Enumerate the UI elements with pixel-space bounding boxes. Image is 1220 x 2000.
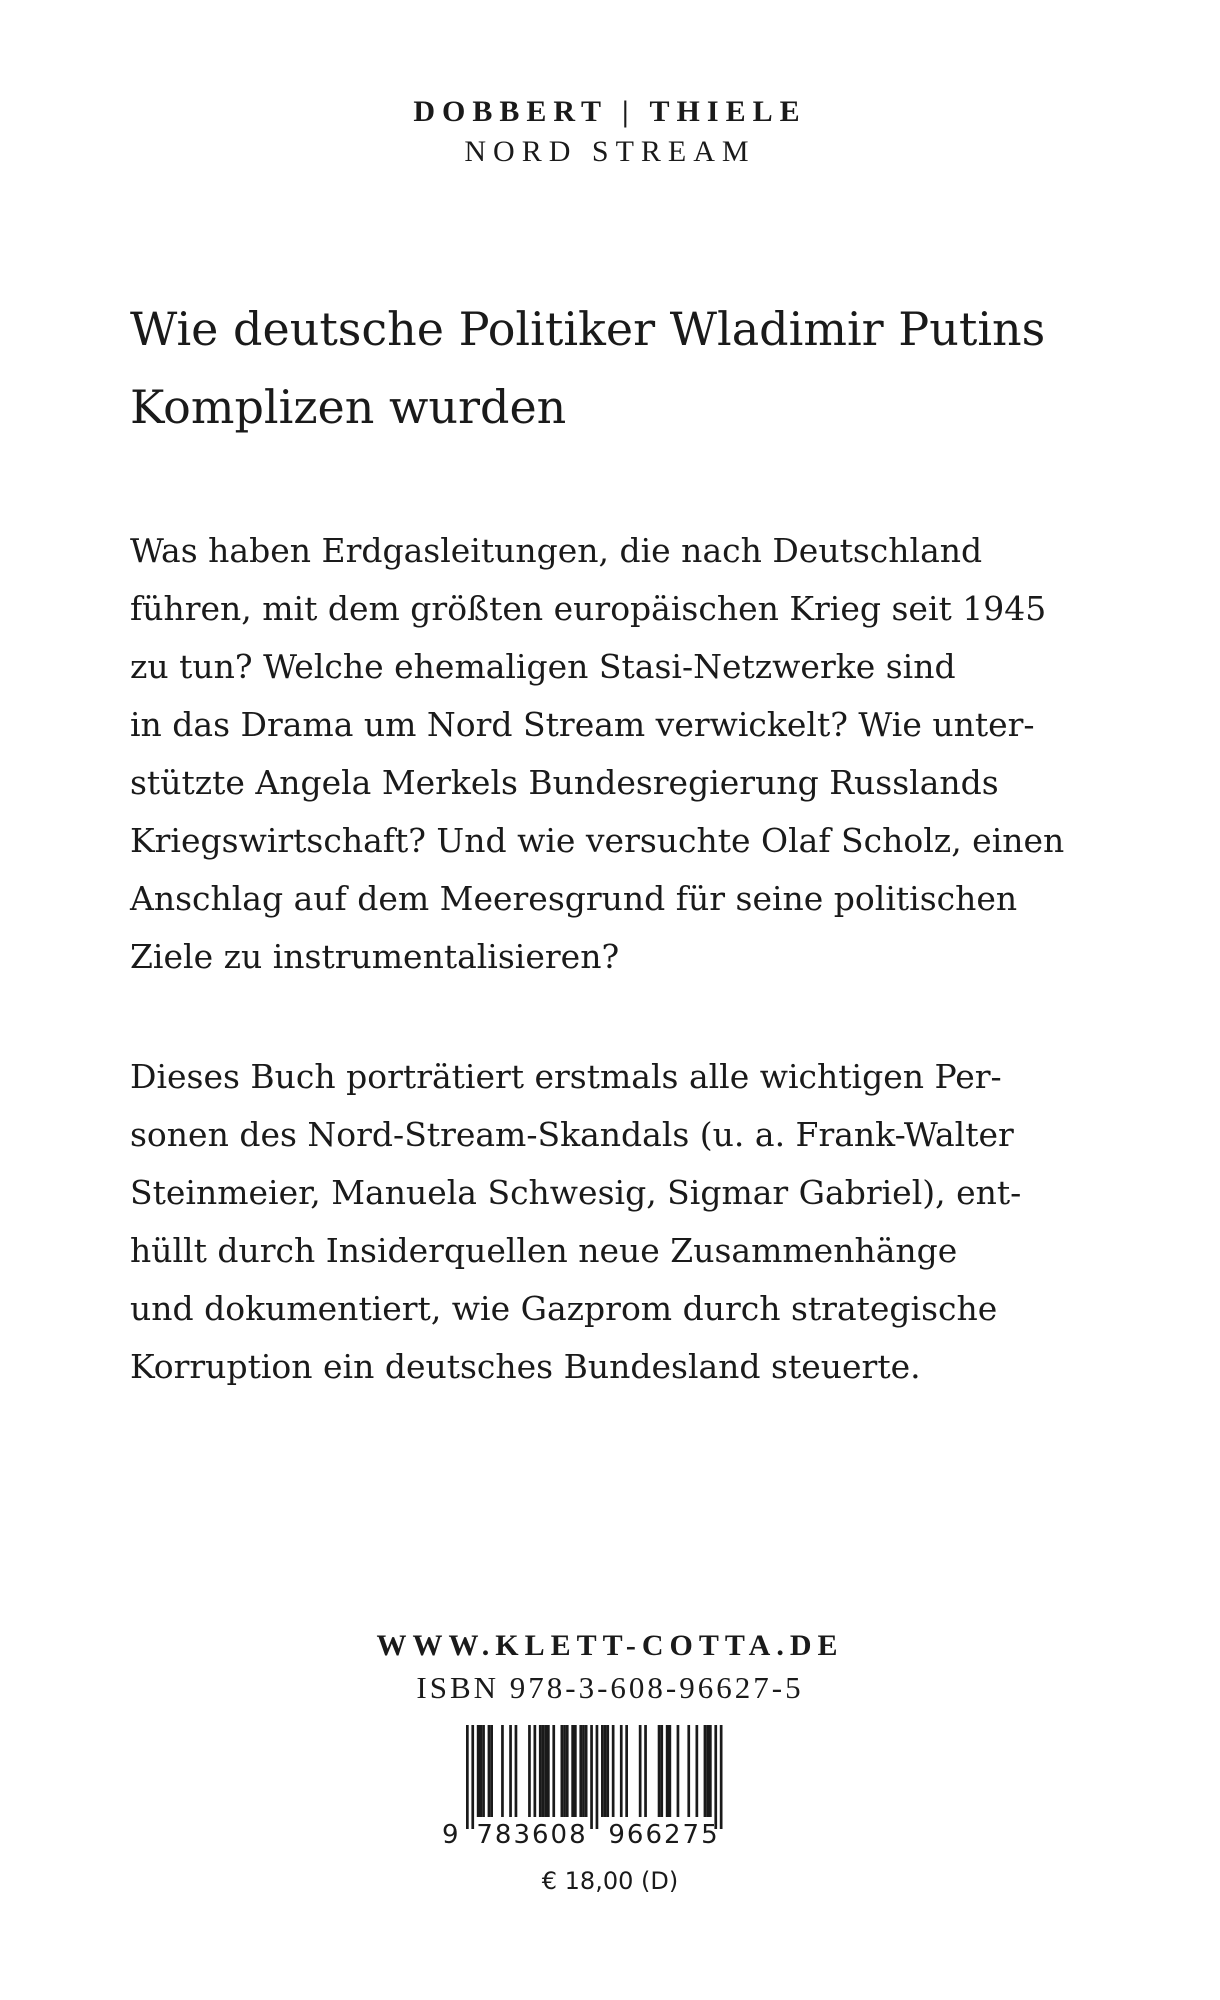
- barcode-bar: [704, 1725, 707, 1817]
- barcode-bar: [714, 1725, 717, 1829]
- barcode-bar: [604, 1725, 607, 1817]
- paragraph-line: sonen des Nord-Stream-Skandals (u. a. Frank-Walter: [130, 1115, 1014, 1154]
- paragraph-line: Korruption ein deutsches Bundesland steuerte.: [130, 1347, 921, 1386]
- barcode-bar: [477, 1725, 480, 1817]
- barcode-bar: [606, 1725, 609, 1817]
- barcode-first-digit: 9: [442, 1820, 459, 1850]
- barcode-bar: [482, 1725, 485, 1817]
- barcode: [438, 1725, 758, 1855]
- barcode-right-digits: 966275: [608, 1820, 720, 1850]
- barcode-bar: [706, 1725, 709, 1817]
- barcode-bar: [515, 1725, 518, 1817]
- paragraph-line: zu tun? Welche ehemaligen Stasi-Netzwerke sind: [130, 647, 956, 686]
- paragraph-line: und dokumentiert, wie Gazprom durch strategische: [130, 1289, 998, 1328]
- barcode-bar: [544, 1725, 547, 1817]
- barcode-bar: [658, 1725, 661, 1817]
- barcode-bar: [561, 1725, 564, 1817]
- barcode-left-digits: 783608: [476, 1820, 588, 1850]
- barcode-bars: [466, 1725, 723, 1829]
- barcode-bar: [720, 1725, 723, 1829]
- barcode-bar: [677, 1725, 680, 1817]
- barcode-bar: [612, 1725, 615, 1817]
- paragraph-line: Kriegswirtschaft? Und wie versuchte Olaf Scholz, einen: [130, 821, 1065, 860]
- barcode-bar: [644, 1725, 647, 1817]
- series-title: NORD STREAM: [464, 135, 756, 168]
- barcode-bar: [547, 1725, 550, 1817]
- barcode-bar: [480, 1725, 483, 1817]
- isbn: ISBN 978-3-608-96627-5: [416, 1670, 804, 1705]
- barcode-bar: [590, 1725, 593, 1829]
- paragraph-line: in das Drama um Nord Stream verwickelt? Wie unter-: [130, 705, 1035, 744]
- barcode-bar: [552, 1725, 555, 1817]
- barcode-bar: [574, 1725, 577, 1817]
- paragraph-line: stützte Angela Merkels Bundesregierung Russlands: [130, 763, 999, 802]
- blurb-paragraph-2: [130, 1048, 1130, 1396]
- headline: [130, 290, 1110, 446]
- barcode-bar: [539, 1725, 542, 1817]
- barcode-bar: [696, 1725, 699, 1817]
- barcode-bar: [625, 1725, 628, 1817]
- barcode-bar: [509, 1725, 512, 1817]
- authors: DOBBERT | THIELE: [413, 95, 807, 128]
- barcode-bar: [585, 1725, 588, 1817]
- barcode-bar: [639, 1725, 642, 1817]
- barcode-bar: [601, 1725, 604, 1817]
- barcode-bar: [596, 1725, 599, 1829]
- paragraph-line: Ziele zu instrumentalisieren?: [130, 937, 620, 976]
- barcode-bar: [669, 1725, 672, 1817]
- paragraph-line: Dieses Buch porträtiert erstmals alle wichtigen Per-: [130, 1057, 1002, 1096]
- headline-line: Komplizen wurden: [130, 380, 567, 434]
- barcode-bar: [534, 1725, 537, 1817]
- barcode-bar: [488, 1725, 491, 1817]
- barcode-bar: [687, 1725, 690, 1817]
- barcode-bar: [620, 1725, 623, 1817]
- barcode-bar: [471, 1725, 474, 1829]
- header: [0, 92, 1220, 172]
- headline-line: Wie deutsche Politiker Wladimir Putins: [130, 302, 1046, 356]
- barcode-bar: [501, 1725, 504, 1817]
- blurb-paragraph-1: [130, 522, 1130, 986]
- barcode-bar: [542, 1725, 545, 1817]
- paragraph-line: Steinmeier, Manuela Schwesig, Sigmar Gabriel), ent-: [130, 1173, 1022, 1212]
- barcode-bar: [528, 1725, 531, 1817]
- barcode-bar: [666, 1725, 669, 1817]
- paragraph-line: Was haben Erdgasleitungen, die nach Deutschland: [130, 531, 983, 570]
- barcode-bar: [579, 1725, 582, 1817]
- barcode-bar: [571, 1725, 574, 1817]
- publisher-url[interactable]: WWW.KLETT-COTTA.DE: [376, 1629, 844, 1662]
- paragraph-line: führen, mit dem größten europäischen Krieg seit 1945: [130, 589, 1047, 628]
- barcode-bar: [563, 1725, 566, 1817]
- barcode-bar: [582, 1725, 585, 1817]
- barcode-bar: [709, 1725, 712, 1817]
- barcode-bar: [490, 1725, 493, 1817]
- barcode-bar: [566, 1725, 569, 1817]
- barcode-bar: [660, 1725, 663, 1817]
- paragraph-line: Anschlag auf dem Meeresgrund für seine politischen: [130, 879, 1018, 918]
- barcode-bar: [466, 1725, 469, 1829]
- price: € 18,00 (D): [541, 1867, 679, 1895]
- paragraph-line: hüllt durch Insiderquellen neue Zusammenhänge: [130, 1231, 958, 1270]
